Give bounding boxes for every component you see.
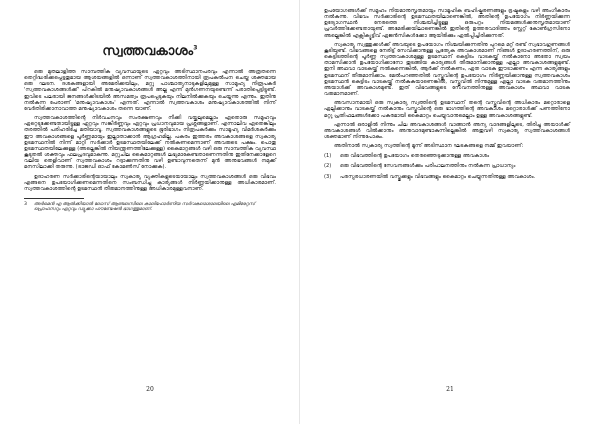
list-item-number: (2): [324, 163, 332, 170]
page-number-right: 21: [446, 386, 454, 393]
body-paragraph: ഒരു മുതലാളിത്ത സാമ്പത്തിക വ്യവസ്ഥയുടെ ഏറ്റവും അടിസ്ഥാനപരവും എന്നാൽ അത്രതന്നെ തെറ്റിദ്ധരിക്കപ്പെട്ടതുമായ ആശയങ്ങളിൽ ഒന്നാണ് സ്വത്തവകാശത്തിനായി രൂപകൽപന ചെയ്ത ശക്തമായ ഒരു ഘടന. ദശകങ്ങളായി അമേരിക്കയിലും, മറ്റു പാശ്ചാത്യനാടുകളിലുമുള്ള സാമൂഹ്യ നിരൂപകർ 'സ്വത്തവകാശങ്ങൾക്ക്' പിറകിൽ മനുഷ്യാവകാശങ്ങൾ അല്ല എന്ന് മുൻഗണനയുണ്ടെന്ന് പരാതിപ്പെട്ടിട്ടുണ്ട്. ഇവിടെ പലരായി ജനങ്ങൾക്കിടയിൽ അസമത്വം രൂപപ്പെടുകയും നിലനിൽക്കുകയും ചെയ്യുന്നു എന്നും. ഇതിനു നൽകുന്ന പേരാണ് 'മനുഷ്യാവകാശം' എന്നത്. എന്നാൽ സ്വത്തവകാശം മനുഷ്യാവകാശത്തിൽ നിന്ന് വേർതിരിക്കാനാവാത്ത മനുഷ്യാവകാശം തന്നെ യാണ്.: [24, 69, 276, 112]
list-item-text: ഒരു വിഭവത്തിന്റെ സേവനങ്ങൾക്കും പരിപാലനത്തിനും നൽകുന്ന പ്രാധാന്യം: [340, 163, 516, 170]
numbered-list: [324, 153, 570, 179]
list-item: [324, 153, 570, 159]
list-item-number: (1): [324, 153, 332, 160]
list-item-text: ഒരു വിഭവത്തിന്റെ ഉപയോഗം തെരഞ്ഞെടുക്കാനുള്ള അവകാശം: [340, 153, 490, 160]
body-paragraph: എന്നാൽ ഒരാളിൽ നിന്നും ചില അവകാശങ്ങൾ വാങ്ങാൻ അന്യ വാദങ്ങളിലൂടെ, തിരിച്ചു അയാൾക്ക് അവകാശങ്ങൾ വിൽക്കാനും അനുവാദമുണ്ടാകുന്നില്ലെങ്കിൽ അതുവഴി സ്വകാര്യ സ്വത്തവകാശങ്ങൾ ശക്തമാണ് നിന്നുപോകും.: [324, 121, 570, 140]
title-footnote-mark: 3: [193, 44, 198, 52]
list-item-number: (3): [324, 173, 332, 180]
list-item-text: പരസ്പരധാരണയിൽ വസ്തുക്കളും വിഭവങ്ങളും കൈമാറ്റം ചെയ്യുന്നതിനുള്ള അവകാശം.: [340, 173, 536, 180]
footnote-divider: [24, 198, 84, 199]
chapter-title-text: സ്വത്തവകാശം: [102, 44, 194, 59]
body-paragraph: സ്വത്തവകാശത്തിന്റെ നിർവചനവും സംരക്ഷണവും നീക്കി വയ്ക്കലുമെല്ലാം ഏതൊരു സമൂഹവും ഏറ്റെടുക്കേണ്ടതായിട്ടുള്ള ഏറ്റവും സങ്കീർണ്ണവും ഏറ്റവും പ്രധാനവുമായ പ്രശ്നങ്ങളാണ്. എന്നാലിവ ഏതെങ്കിലും തരത്തിൽ പരിഹരിച്ചേ മതിയാവൂ. സ്വത്തവകാശങ്ങളുടെ ഭൂരിഭാഗം നിരൂപകർക്കും സാമൂഹ്യ വിമർശകർക്കും ഈ അവകാശങ്ങളെ പൂർണ്ണമായും ഇല്ലാതാക്കാൻ ആഗ്രഹമില്ല. പകരം ഇത്തരം അവകാശങ്ങളെ സ്വകാര്യ ഉടമസ്ഥനിൽ നിന്ന് മാറ്റി സർക്കാർ ഉടമസ്ഥതയിലേക്ക് നൽകണമെന്നാണ് അവരുടെ പക്ഷം. പൊതു ഉടമസ്ഥതയിലേക്കുള്ള (അല്ലെങ്കിൽ നിയന്ത്രണത്തിലേക്കുള്ള) കൈമാറ്റങ്ങൾ വഴി ഒരു സാമ്പത്തിക വ്യവസ്ഥ കൂടുതൽ ശക്തവും ഫലപ്രദവുമാകുന്നു. മറ്റുചില കൈമാറ്റങ്ങൾ ലഭ്യമാകേണ്ടതാണെന്നതിനു ഇതിനേക്കാളേറെ വലിയ തെളിവാണ് സ്വത്തവകാശം റദ്ദാക്കുന്നതിനു വഴി ഉണ്ടാവുന്നതെന്ന് മുൻ അനുഭവങ്ങൾ നമുക്ക് മനസിലാക്കി തരുന്നു. (ട്രാജഡി ഓഫ് കോമൺസ് നോക്കുക).: [24, 115, 276, 171]
body-paragraph: സ്വകാര്യ സ്വത്തുക്കൾക്ക് അവയുടെ ഉപയോഗം നിശ്ചയിക്കുന്നതിനു പുറമെ മറ്റ് രണ്ട് സ്വഭാവഗുണങ്ങൾ കൂടിയുണ്ട്. വിഭവങ്ങളെ നേരിട്ട് സേവിക്കാനുള്ള പ്രത്യേക അവകാശമാണ് നിങ്ങൾ ഉദാഹരണത്തിന്, ഒരു കെട്ടിടത്തിന്റെ പൂർണ്ണ സ്വത്തവകാശമുള്ള ഉടമസ്ഥന് കെട്ടിടം വാടകയ്ക്ക് നൽകാനോ അതോ സ്വയം താമസിക്കാൻ ഉപയോഗിക്കാനോ തുടങ്ങിയ കാര്യങ്ങൾ തീരുമാനിക്കാനുള്ള എല്ലാ അവകാശങ്ങളുമുണ്ട്. ഇനി അഥവാ വാടകയ്ക്ക് നൽകുന്നെങ്കിൽ, ആർക്ക് നൽകണം, ഏത വാടക ഈടാക്കണം എന്ന കാര്യങ്ങളും ഉടമസ്ഥന് തീരുമാനിക്കാം. മേൽപറഞ്ഞതിൽ വസ്തുവിന്റെ ഉപയോഗം നിർണ്ണയിക്കാനുള്ള സ്വത്തവകാശം ഉടമസ്ഥൻ കെട്ടിടം വാടകയ്ക്ക് നൽകുകയാണെങ്കിൽ, വസ്തുവിൽ നിന്നുമുള്ള എല്ലാ വാടക വരുമാനത്തിനും അയാൾക്ക് അവകാശമുണ്ട്. ഇത് വിഭവങ്ങളുടെ സേവനത്തിനുള്ള അവകാശം അഥവാ വാടക വരുമാനമാണ്.: [324, 41, 570, 98]
body-paragraph: ഉദാഹരണ സർക്കാരിന്റെയായാലും സ്വകാര്യ വ്യക്തികളുടെയായാലും സ്വത്തവകാശങ്ങൾ ഒരു വിഭവം എങ്ങനെ ഉപയോഗിക്കണമെന്നതിനെ സംബന്ധിച്ചു കാര്യങ്ങൾ നിർണ്ണയിക്കാനുള്ള അധികാരമാണ്. സ്വത്തവകാശത്തിന്റെ ഉടമസ്ഥൻ തീരുമാനത്തിനുള്ള അധികാരമുള്ളവനാണ്.: [24, 173, 276, 192]
page-gutter: [299, 0, 300, 424]
right-page: [300, 0, 600, 424]
page-number-left: 20: [146, 386, 154, 393]
footnote: [24, 202, 276, 213]
body-paragraph: ഉപയോഗങ്ങൾക്ക് സമൂഹം നിയമാനുസൃതമായും സാമൂഹിക ബഹിഷ്കരണങ്ങളും ഭ്രഷ്ടകളും വഴി അംഗീകാരം നൽകുന്നു. വിഭവം സർക്കാരിന്റെ ഉടമസ്ഥതയിലാണെങ്കിൽ, അതിന്റെ ഉപയോഗം നിർണ്ണയിക്കുന്ന ഉദ്യോഗസ്ഥൻ നേരത്തെ നിശ്ചയിച്ചിട്ടുള്ള ഒരുപറ്റം നിയമങ്ങൾക്കനുസൃതമായാണ് പ്രവർത്തിക്കേണ്ടതായുണ്ട്. അമേരിക്കയിലാണെങ്കിൽ ഇതിന്റെ ഉത്തരവാദിത്തം സ്റ്റേറ്റ് കോൺഗ്രസിനോ അല്ലെങ്കിൽ എക്സിക്യൂട്ടീവ് ഏജൻസികൾക്കോ ആയിരിക്കും ഏൽപ്പിച്ചിരിക്കുന്നത്.: [324, 8, 570, 39]
body-paragraph: അതിനാൽ സ്വകാര്യ സ്വത്തിന്റെ മൂന്ന് അടിസ്ഥാന ഘടകങ്ങളെ നമ്മ് ഇവയാണ്:: [334, 143, 524, 150]
list-item: [324, 163, 570, 169]
list-item: [324, 174, 570, 180]
chapter-title: [24, 44, 276, 59]
body-paragraph: അവസാനമായി ഒരു സ്വകാര്യ സ്വത്തിന്റെ ഉടമസ്ഥന് തന്റെ വസ്തുവിന്റെ അധികാരം മറ്റൊരാളെ ഏല്പിക്കാനും വാടകയ്ക്ക് നൽകാനും വസ്തുവിന്റെ ഒരു ഭാഗത്തിന്റെ അവകാശം മറ്റൊരാൾക്ക് പണത്തിനോ മറ്റു പ്രതിഫലങ്ങൾക്കോ പകരമായി കൈമാറ്റം ചെയ്യുവാനുമെല്ലാം ഉള്ള അവകാശങ്ങളുണ്ട്.: [324, 100, 570, 119]
footnote-mark: 3: [24, 201, 27, 207]
footnote-text: അർമെൻ എ ആൽക്കിയാൻ ലോസ് ആഞ്ചലസിലെ കാലിഫോർണിയ സർവകലാശാലയിലെ എമിരേറ്റസ് പ്രൊഫസറും ഏറ്റവും ഡ്യൂക്കാ ഫൗണ്ടേഷൻ ഭാഗത്തുമാണ്.: [34, 201, 256, 213]
